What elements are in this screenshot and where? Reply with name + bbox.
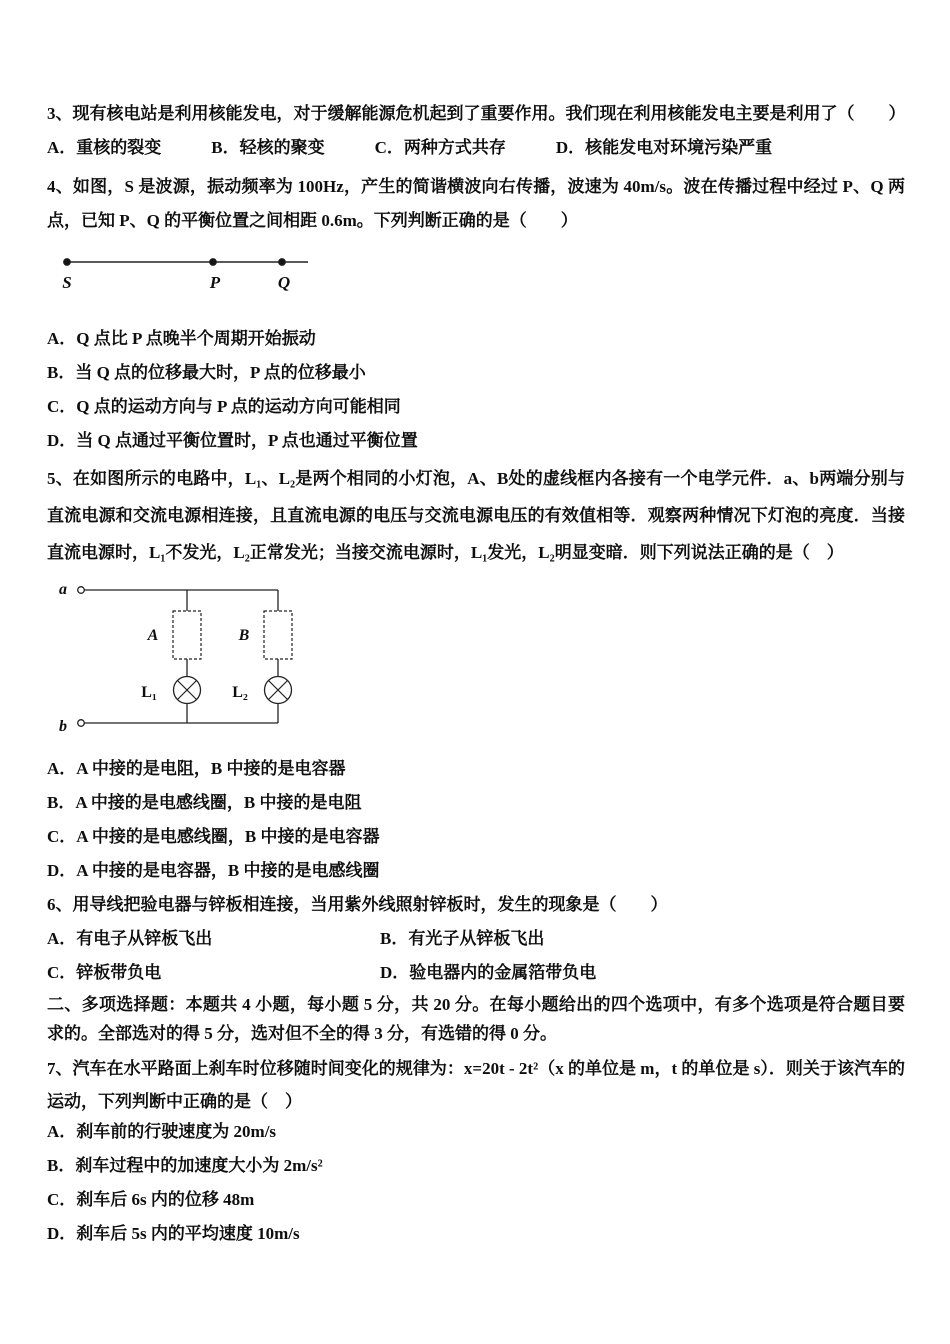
- question-3-option-b: B．轻核的聚变: [211, 138, 325, 157]
- question-6-option-b: B．有光子从锌板飞出: [380, 929, 545, 948]
- question-5-option-d: D．A 中接的是电容器，B 中接的是电感线圈: [47, 861, 380, 880]
- question-5: [47, 460, 905, 888]
- element-a-label: A: [147, 627, 159, 644]
- point-q-label: Q: [277, 273, 291, 292]
- question-7-option-a: A．刹车前的行驶速度为 20m/s: [47, 1122, 277, 1141]
- source-point-dot: [64, 259, 71, 266]
- element-box-a: [173, 611, 201, 659]
- terminal-a-node: [78, 587, 85, 594]
- question-7-option-c: C．刹车后 6s 内的位移 48m: [47, 1190, 255, 1209]
- question-4-stem: 4、如图，S 是波源，振动频率为 100Hz，产生的简谐横波向右传播，波速为 40m/s。波在传播过程中经过 P、Q 两点，已知 P、Q 的平衡位置之间相距 0.6m。下列判断正确的是（ ）: [47, 177, 905, 230]
- question-4-option-a: A．Q 点比 P 点晚半个周期开始振动: [47, 329, 316, 348]
- question-7-option-b: B．刹车过程中的加速度大小为 2m/s²: [47, 1156, 323, 1175]
- section-2-header: 二、多项选择题：本题共 4 小题，每小题 5 分，共 20 分。在每小题给出的四个选项中，有多个选项是符合题目要求的。全部选对的得 5 分，选对但不全的得 3 分，有选错的得 0 分。: [47, 995, 905, 1043]
- question-5-stem: 5、在如图所示的电路中，L₁、L₂是两个相同的小灯泡，A、B处的虚线框内各接有一个电学元件．a、b两端分别与直流电源和交流电源相连接，且直流电源的电压与交流电源电压的有效值相等．观察两种情况下灯泡的亮度．当接直流电源时，L₁不发光，L₂正常发光；当接交流电源时，L₁发光，L₂明显变暗．则下列说法正确的是（ ）: [47, 469, 905, 562]
- lamp-1-label: L₁: [141, 684, 157, 701]
- terminal-a-label: a: [59, 581, 67, 598]
- question-7-stem: 7、汽车在水平路面上刹车时位移随时间变化的规律为：x=20t - 2t²（x 的单位是 m，t 的单位是 s）．则关于该汽车的运动，下列判断中正确的是（ ）: [47, 1059, 905, 1111]
- question-6-option-d: D．验电器内的金属箔带负电: [380, 963, 597, 982]
- question-6-options: [47, 922, 905, 990]
- question-4-option-c: C．Q 点的运动方向与 P 点的运动方向可能相同: [47, 397, 401, 416]
- terminal-b-label: b: [59, 718, 67, 735]
- question-3-option-c: C．两种方式共存: [374, 138, 506, 157]
- question-7-options: [47, 1115, 905, 1251]
- question-3: [47, 97, 905, 165]
- question-4: [47, 170, 905, 458]
- source-label: S: [62, 273, 72, 292]
- question-6: [47, 888, 905, 990]
- question-5-options: [47, 752, 905, 888]
- question-4-option-d: D．当 Q 点通过平衡位置时，P 点也通过平衡位置: [47, 431, 418, 450]
- question-4-option-b: B．当 Q 点的位移最大时，P 点的位移最小: [47, 363, 366, 382]
- lamp-2-label: L₂: [232, 684, 248, 701]
- question-7-option-d: D．刹车后 5s 内的平均速度 10m/s: [47, 1224, 300, 1243]
- terminal-b-node: [78, 720, 85, 727]
- question-4-options: [47, 322, 905, 458]
- question-5-option-b: B．A 中接的是电感线圈，B 中接的是电阻: [47, 793, 362, 812]
- question-3-stem: 3、现有核电站是利用核能发电，对于缓解能源危机起到了重要作用。我们现在利用核能发电主要是利用了（ ）: [47, 104, 906, 123]
- circuit-diagram: [47, 573, 367, 745]
- element-b-label: B: [238, 627, 250, 644]
- point-p-dot: [210, 259, 217, 266]
- point-q-dot: [279, 259, 286, 266]
- question-5-option-a: A．A 中接的是电阻，B 中接的是电容器: [47, 759, 346, 778]
- question-6-option-c: C．锌板带负电: [47, 963, 162, 982]
- question-6-stem: 6、用导线把验电器与锌板相连接，当用紫外线照射锌板时，发生的现象是（ ）: [47, 895, 668, 914]
- wave-propagation-diagram: [55, 246, 325, 298]
- question-3-option-a: A．重核的裂变: [47, 138, 162, 157]
- question-7: [47, 1052, 905, 1251]
- question-6-option-a: A．有电子从锌板飞出: [47, 929, 213, 948]
- question-3-option-d: D．核能发电对环境污染严重: [555, 138, 773, 157]
- point-p-label: P: [209, 273, 221, 292]
- element-box-b: [264, 611, 292, 659]
- question-5-option-c: C．A 中接的是电感线圈，B 中接的是电容器: [47, 827, 380, 846]
- question-3-options: [47, 131, 905, 165]
